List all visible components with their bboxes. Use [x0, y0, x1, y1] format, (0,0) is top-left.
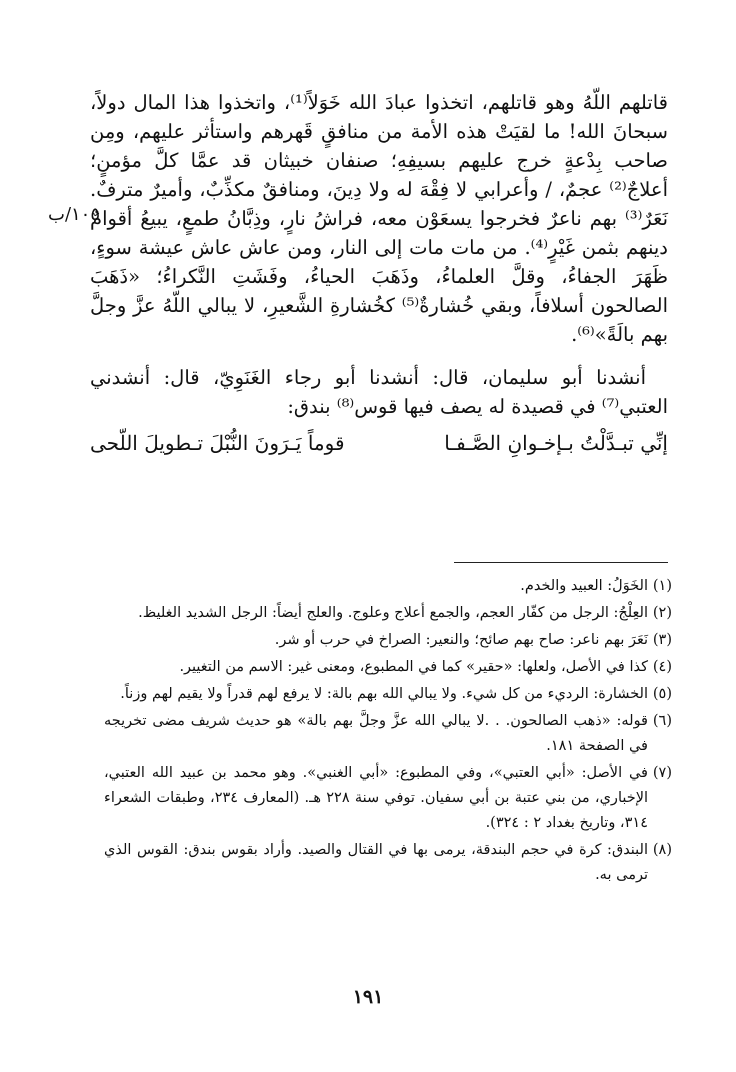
- footnote: [104, 682, 672, 707]
- footnote-text: الخشارة: الرديء من كل شيء. ولا يبالي الله بهم بالة: لا يرفع لهم قدراً ولا يقيم لهم وزناً.: [120, 686, 648, 702]
- verse-hemistich-second: قوماً يَـرَونَ النُّبْلَ تـطويلَ اللّحى: [90, 431, 345, 455]
- footnote-number: (٨): [652, 842, 672, 858]
- footnote: [104, 838, 672, 888]
- footnote-text: البندق: كرة في حجم البندقة، يرمى بها في القتال والصيد. وأراد بقوس بندق: القوس الذي ترمى به.: [104, 842, 648, 883]
- footnote: [104, 601, 672, 626]
- footnote-number: (٣): [652, 632, 672, 648]
- footnote-text: قوله: «ذهب الصالحون. . .لا يبالي الله عزَّ وجلَّ بهم بالة» هو حديث شريف مضى تخريجه في الصفحة ١٨١.: [104, 713, 648, 754]
- footnote-separator: [454, 562, 668, 563]
- footnotes-block: [104, 574, 672, 890]
- page-number: ١٩١: [352, 986, 384, 1008]
- footnote: [104, 628, 672, 653]
- footnote-number: (٦): [652, 713, 672, 729]
- footnote-number: (٥): [652, 686, 672, 702]
- footnote-number: (٢): [652, 605, 672, 621]
- footnote-text: الخَوَلُ: العبيد والخدم.: [520, 578, 648, 594]
- footnote-text: كذا في الأصل، ولعلها: «حقير» كما في المطبوع، ومعنى غير: الاسم من التغيير.: [179, 659, 648, 675]
- main-text-block: [90, 88, 668, 458]
- footnote-text: في الأصل: «أبي العتبي»، وفي المطبوع: «أبي الغنبي». وهو محمد بن عبيد الله العتبي، الإخباري، من بني عتبة بن أبي سفيان. توفي سنة ٢٢٨ هـ. (المعارف ٢٣٤، وطبقات الشعراء ٣١٤، وتاريخ بغداد ٢ : ٣٢٤).: [104, 765, 648, 831]
- footnote-number: (٤): [652, 659, 672, 675]
- footnote: [104, 574, 672, 599]
- paragraph-1: قاتلهم اللّهُ وهو قاتلهم، اتخذوا عبادَ الله خَوَلاً⁽¹⁾، واتخذوا هذا المال دولاً، سبحانَ الله! ما لقيَتْ هذه الأمة من منافقٍ قَهرهم واستأثر عليهم، ومِن صاحب بِدْعةٍ خرج عليهم بسيفِهِ؛ صنفان خبيثان قد عمَّا كلَّ مؤمنٍ؛ أعلاجٌ⁽²⁾ عجمٌ، / وأعرابي لا فِقْهَ له ولا دِينَ، ومنافقٌ مكذِّبٌ، وأميرٌ مترفٌ. نَعَرٌ⁽³⁾ بهم ناعرٌ فخرجوا يسعَوْن معه، فراشُ نارٍ، وذِبَّانُ طمعٍ، يبيعُ أقوامٌ دينهم بثمن غَيْرٍ⁽⁴⁾. من مات مات إلى النار، ومن عاش عاش عيشة سوءٍ، ظَهَرَ الجفاءُ، وقلَّ العلماءُ، وذَهَبَ الحياءُ، وفَشَتِ النَّكراءُ؛ «ذَهَبَ الصالحون أسلافاً، وبقي خُشارةٌ⁽⁵⁾ كخُشارةِ الشَّعيرِ، لا يبالي اللّهُ عزَّ وجلَّ بهم بالَةً»⁽⁶⁾.: [90, 91, 668, 346]
- paragraph-2: أنشدنا أبو سليمان، قال: أنشدنا أبو رجاء الغَنَوِيّ، قال: أنشدني العتبي⁽⁷⁾ في قصيدة له يصف فيها قوس⁽⁸⁾ بندق:: [90, 366, 668, 418]
- footnote: [104, 761, 672, 836]
- footnote-number: (٧): [652, 765, 672, 781]
- footnote-number: (١): [652, 578, 672, 594]
- verse-line: [90, 429, 668, 458]
- verse-hemistich-first: إنِّي تبـدَّلْتُ بـإخـوانِ الصَّـفـا: [444, 431, 668, 455]
- footnote: [104, 709, 672, 759]
- footnote: [104, 655, 672, 680]
- footnote-text: العِلْجُ: الرجل من كفّار العجم، والجمع أعلاج وعلوج. والعلج أيضاً: الرجل الشديد الغليظ.: [138, 605, 648, 621]
- manuscript-folio-marker: ١٠٥/ب: [48, 204, 101, 225]
- footnote-text: نَعَرَ بهم ناعر: صاح بهم صائح؛ والنعير: الصراخ في حرب أو شر.: [274, 632, 648, 648]
